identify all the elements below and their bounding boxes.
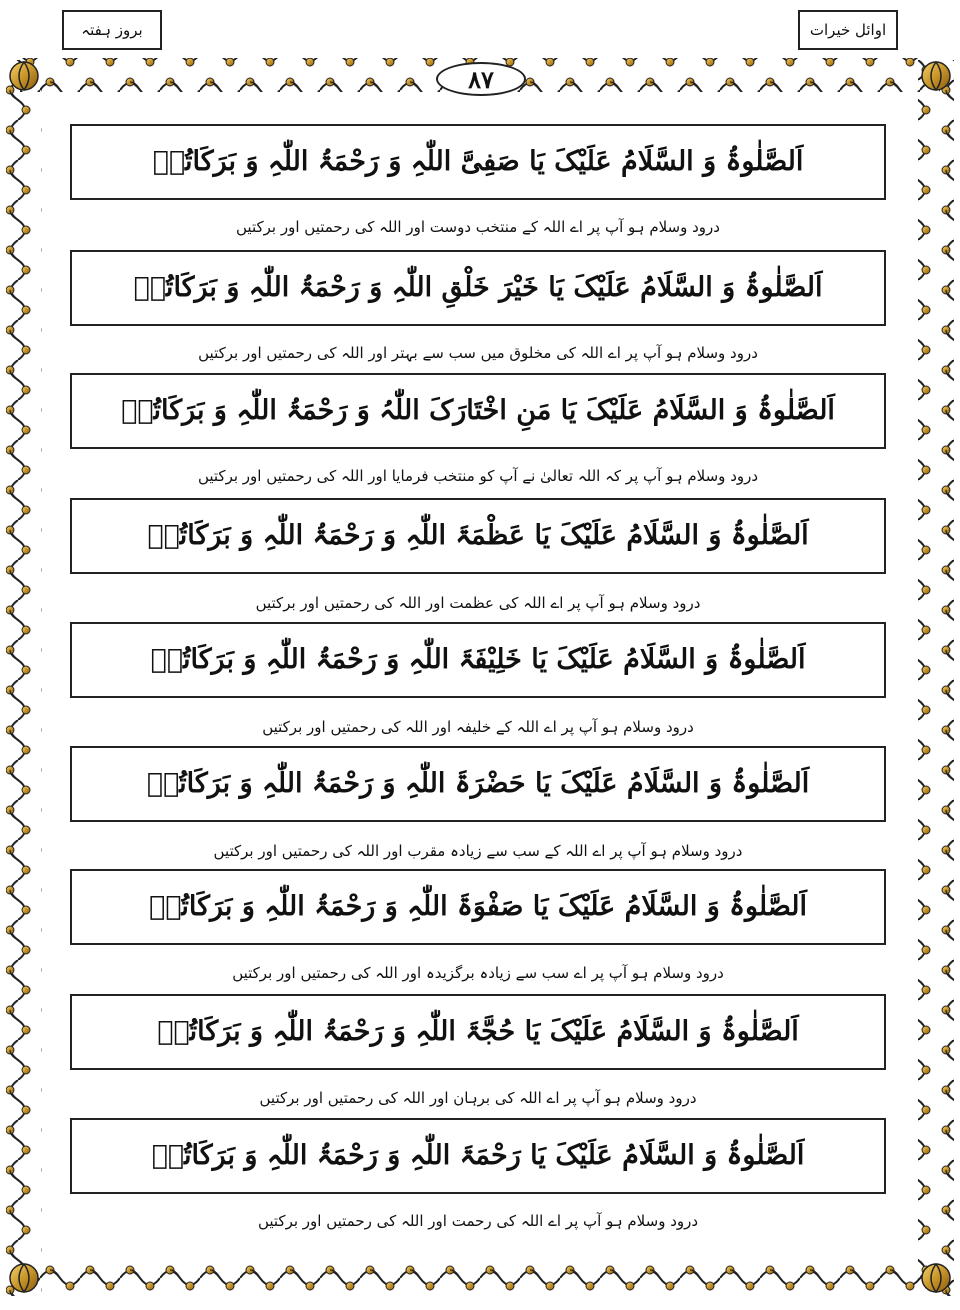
urdu-translation [70,461,886,491]
arabic-salutation-box [70,250,886,326]
header-chapter-text: اوائل خیرات [809,21,887,39]
page-number [436,62,526,96]
urdu-translation-text: درود وسلام ہو آپ پر اے اللہ کی مخلوق میں سب سے بہتر اور اللہ کی رحمتیں اور برکتیں [198,344,758,362]
arabic-salutation-text: اَلصَّلٰوۃُ وَ السَّلَامُ عَلَیْکَ یَا مَنِ اخْتَارَکَ اللّٰہُ وَ رَحْمَۃُ اللّٰہِ وَ بَرَکَاتُہٗ [121,394,835,426]
arabic-salutation-text: اَلصَّلٰوۃُ وَ السَّلَامُ عَلَیْکَ یَا صَفِیَّ اللّٰہِ وَ رَحْمَۃُ اللّٰہِ وَ بَرَکَاتُہٗ [152,145,804,177]
arabic-salutation-text: اَلصَّلٰوۃُ وَ السَّلَامُ عَلَیْکَ یَا خَلِیْفَۃَ اللّٰہِ وَ رَحْمَۃُ اللّٰہِ وَ بَرَکَاتُہٗ [150,643,806,675]
urdu-translation [70,1206,886,1236]
urdu-translation [70,212,886,242]
arabic-salutation-text: اَلصَّلٰوۃُ وَ السَّلَامُ عَلَیْکَ یَا حُجَّۃَ اللّٰہِ وَ رَحْمَۃُ اللّٰہِ وَ بَرَکَاتُہٗ [157,1015,799,1047]
urdu-translation-text: درود وسلام ہو آپ پر اے اللہ کی رحمت اور اللہ کی رحمتیں اور برکتیں [257,1212,699,1230]
page-number-text: ۸۷ [468,64,494,94]
arabic-salutation-text: اَلصَّلٰوۃُ وَ السَّلَامُ عَلَیْکَ یَا خَیْرَ خَلْقِ اللّٰہِ وَ رَحْمَۃُ اللّٰہِ وَ بَرَکَاتُہٗ [133,271,823,303]
urdu-translation [70,712,886,742]
urdu-translation-text: درود وسلام ہو آپ پر اے اللہ کے سب سے زیادہ مقرب اور اللہ کی رحمتیں اور برکتیں [213,842,743,860]
arabic-salutation-text: اَلصَّلٰوۃُ وَ السَّلَامُ عَلَیْکَ یَا صَفْوَۃَ اللّٰہِ وَ رَحْمَۃُ اللّٰہِ وَ بَرَکَاتُہٗ [149,890,808,922]
arabic-salutation-box [70,124,886,200]
arabic-salutation-box [70,994,886,1070]
urdu-translation-text: درود وسلام ہو آپ پر کہ اللہ تعالیٰ نے آپ کو منتخب فرمایا اور اللہ کی رحمتیں اور برکتیں [197,467,759,485]
arabic-salutation-text: اَلصَّلٰوۃُ وَ السَّلَامُ عَلَیْکَ یَا حَضْرَۃَ اللّٰہِ وَ رَحْمَۃُ اللّٰہِ وَ بَرَکَاتُہٗ [146,767,810,799]
urdu-translation [70,836,886,866]
urdu-translation [70,1083,886,1113]
urdu-translation-text: درود وسلام ہو آپ پر اے سب سے زیادہ برگزیدہ اور اللہ کی رحمتیں اور برکتیں [232,964,724,982]
border-right [918,60,954,1296]
arabic-salutation-box [70,373,886,449]
urdu-translation-text: درود وسلام ہو آپ پر اے اللہ کے منتخب دوست اور اللہ کی رحمتیں اور برکتیں [236,218,720,236]
urdu-translation-text: درود وسلام ہو آپ پر اے اللہ کی برہان اور اللہ کی رحمتیں اور برکتیں [259,1089,697,1107]
urdu-translation [70,958,886,988]
arabic-salutation-text: اَلصَّلٰوۃُ وَ السَّلَامُ عَلَیْکَ یَا عَظْمَۃَ اللّٰہِ وَ رَحْمَۃُ اللّٰہِ وَ بَرَکَاتُہٗ [147,519,809,551]
border-left [6,60,42,1296]
arabic-salutation-box [70,746,886,822]
header-day-text: بروز ہفتہ [81,21,143,39]
urdu-translation [70,338,886,368]
arabic-salutation-text: اَلصَّلٰوۃُ وَ السَّلَامُ عَلَیْکَ یَا رَحْمَۃَ اللّٰہِ وَ رَحْمَۃُ اللّٰہِ وَ بَرَکَاتُہٗ [151,1139,805,1171]
urdu-translation [70,588,886,618]
urdu-translation-text: درود وسلام ہو آپ پر اے اللہ کے خلیفہ اور اللہ کی رحمتیں اور برکتیں [262,718,694,736]
arabic-salutation-box [70,869,886,945]
urdu-translation-text: درود وسلام ہو آپ پر اے اللہ کی عظمت اور اللہ کی رحمتیں اور برکتیں [255,594,701,612]
arabic-salutation-box [70,1118,886,1194]
arabic-salutation-box [70,498,886,574]
arabic-salutation-box [70,622,886,698]
border-bottom [20,1258,940,1294]
